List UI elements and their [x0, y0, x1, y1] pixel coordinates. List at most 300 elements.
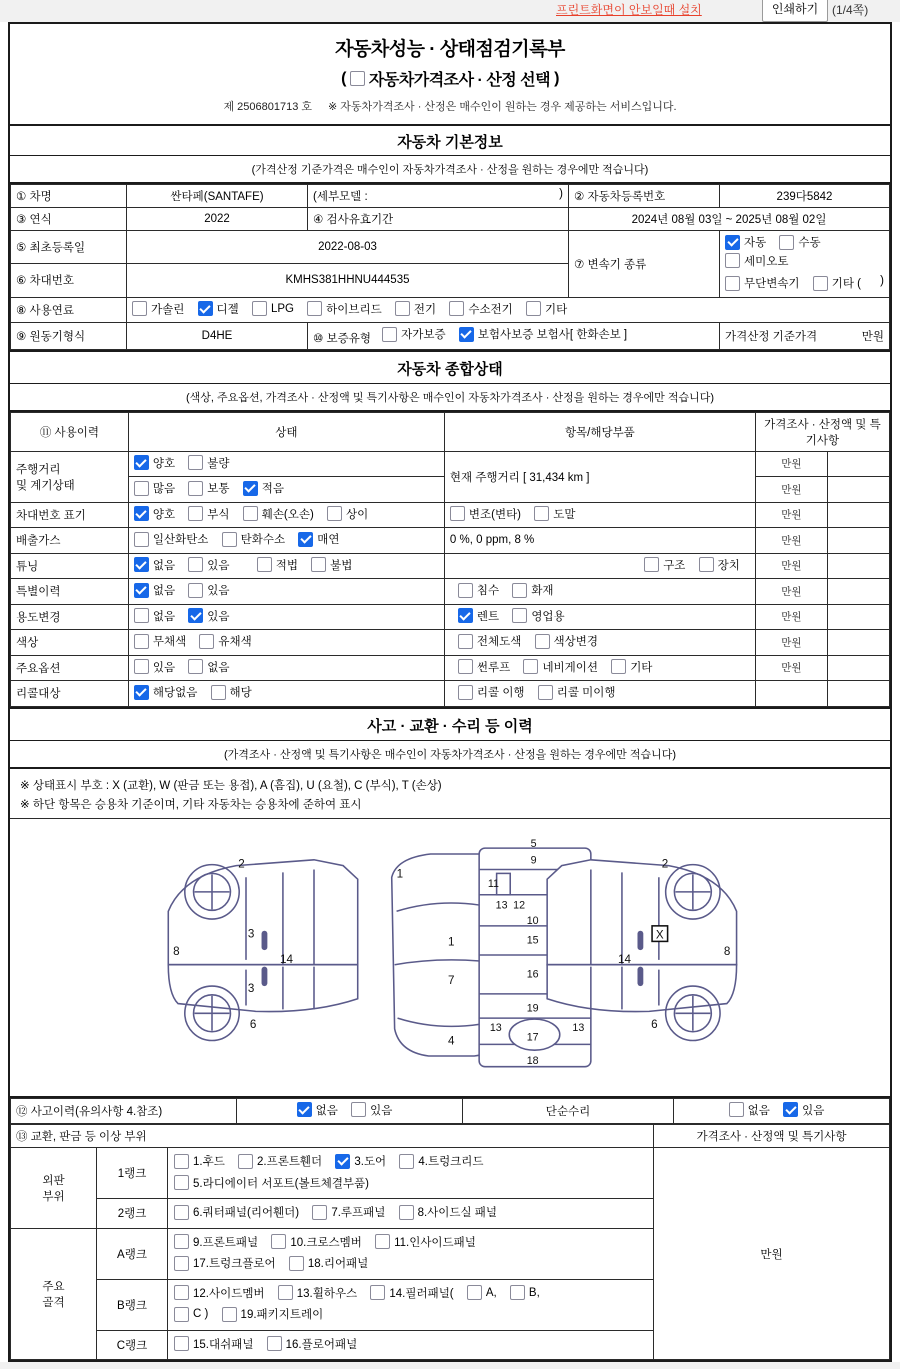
checkbox[interactable] — [174, 1205, 189, 1220]
tuning-illegal[interactable] — [311, 557, 352, 573]
checkbox[interactable] — [271, 1234, 286, 1249]
price-input[interactable] — [827, 553, 889, 579]
checkbox[interactable] — [512, 583, 527, 598]
rank-label-a: A랭크 — [97, 1228, 168, 1279]
part-side-sill-panel[interactable] — [399, 1204, 497, 1220]
simple-repair-label: 단순수리 — [463, 1098, 674, 1124]
table-row — [11, 604, 890, 630]
checkbox[interactable] — [297, 1102, 312, 1117]
vin-damaged[interactable] — [243, 506, 314, 522]
car-name-value: 싼타페(SANTAFE) — [127, 185, 308, 208]
checkbox[interactable] — [174, 1175, 189, 1190]
color-full-repaint[interactable] — [458, 633, 521, 649]
part-pillar-b[interactable] — [510, 1285, 540, 1300]
label: 네비게이션 — [542, 661, 598, 674]
svg-text:15: 15 — [526, 933, 539, 946]
price-input[interactable] — [827, 528, 889, 554]
part-dash-panel[interactable] — [174, 1336, 253, 1352]
checkbox[interactable] — [311, 557, 326, 572]
warranty-cell — [308, 323, 720, 350]
label: 보통 — [207, 483, 230, 495]
price-survey-checkbox[interactable] — [350, 71, 365, 86]
label: 렌트 — [476, 610, 500, 623]
svg-text:3: 3 — [247, 927, 255, 941]
trans-option-other[interactable] — [813, 275, 861, 291]
checkbox[interactable] — [134, 455, 149, 470]
option-other[interactable] — [611, 659, 652, 675]
checkbox[interactable] — [467, 1285, 482, 1300]
label: 9.프론트패널 — [193, 1236, 259, 1249]
label: 17.트렁크플로어 — [193, 1258, 276, 1271]
accident-yes[interactable] — [351, 1102, 392, 1118]
checkbox[interactable] — [813, 276, 828, 291]
row-label-emission: 배출가스 — [11, 528, 129, 554]
recall-applicable[interactable] — [211, 684, 252, 700]
table-row — [11, 1148, 890, 1199]
label: 양호 — [152, 508, 176, 521]
rank-label-c: C랭크 — [97, 1330, 168, 1360]
legend-line-1: ※ 상태표시 부호 : X (교환), W (판금 또는 용접), A (흠집), U (요철), C (부식), T (손상) — [20, 779, 442, 792]
inspection-label: ④ 검사유효기간 — [308, 208, 569, 231]
checkbox[interactable] — [134, 634, 149, 649]
label: 2.프론트휀더 — [257, 1156, 323, 1169]
page-title: 자동차성능 · 상태점검기록부 — [335, 39, 565, 60]
checkbox[interactable] — [198, 301, 213, 316]
trans-option-manual[interactable] — [779, 234, 820, 250]
usage-yes[interactable] — [188, 608, 229, 624]
price-input[interactable] — [827, 477, 889, 503]
diagram-mark-x — [652, 925, 668, 941]
part-pillar-a[interactable] — [467, 1285, 497, 1300]
price-input[interactable] — [827, 604, 889, 630]
simple-repair-none[interactable] — [729, 1102, 770, 1118]
label: 11.인사이드패널 — [394, 1236, 476, 1249]
label: 상이 — [346, 508, 369, 521]
checkbox[interactable] — [395, 301, 410, 316]
label: 전체도색 — [476, 636, 522, 648]
checkbox[interactable] — [278, 1285, 293, 1300]
checkbox[interactable] — [188, 608, 203, 623]
engine-label: ⑨ 원동기형식 — [11, 323, 127, 350]
checkbox[interactable] — [134, 685, 149, 700]
trans-option-auto[interactable] — [725, 234, 766, 250]
usage-state — [128, 604, 444, 630]
part-rear-panel[interactable] — [289, 1255, 368, 1271]
svg-text:19: 19 — [526, 1001, 539, 1014]
label: 없음 — [207, 661, 230, 674]
row-label-recall: 리콜대상 — [11, 681, 129, 707]
checkbox[interactable] — [174, 1256, 189, 1271]
label: 도말 — [553, 508, 576, 521]
svg-text:1: 1 — [448, 934, 455, 948]
label: 세미오토 — [744, 255, 789, 268]
checkbox[interactable] — [222, 532, 237, 547]
part-cross-member[interactable] — [271, 1234, 362, 1250]
checkbox[interactable] — [399, 1154, 414, 1169]
checkbox[interactable] — [399, 1205, 414, 1220]
svg-text:8: 8 — [723, 944, 731, 958]
checkbox[interactable] — [375, 1234, 390, 1249]
tuning-yes[interactable] — [188, 557, 229, 573]
price-input[interactable] — [827, 502, 889, 528]
exchange-label: ⑬ 교환, 판금 등 이상 부위 — [11, 1125, 654, 1148]
color-changed[interactable] — [535, 633, 598, 649]
label: 10.크로스멤버 — [290, 1236, 362, 1249]
svg-text:12: 12 — [513, 898, 526, 911]
checkbox[interactable] — [699, 557, 714, 572]
tuning-none[interactable] — [134, 557, 175, 573]
checkbox[interactable] — [307, 301, 322, 316]
label: 하이브리드 — [326, 303, 382, 316]
print-button[interactable]: 인쇄하기 — [762, 0, 828, 22]
price-input[interactable] — [827, 630, 889, 656]
checkbox[interactable] — [779, 235, 794, 250]
label: 불량 — [207, 457, 230, 470]
options-yes[interactable] — [134, 659, 175, 675]
checkbox[interactable] — [188, 481, 203, 496]
part-trunk-lid[interactable] — [399, 1153, 483, 1169]
checkbox[interactable] — [729, 1102, 744, 1117]
svg-text:9: 9 — [530, 854, 537, 867]
checkbox[interactable] — [188, 506, 203, 521]
row-label-special: 특별이력 — [11, 579, 129, 605]
label: 있음 — [207, 559, 230, 572]
warranty-option-insurer[interactable] — [459, 326, 627, 342]
label: 전기 — [413, 303, 437, 316]
checkbox[interactable] — [458, 634, 473, 649]
checkbox[interactable] — [534, 506, 549, 521]
table-row — [11, 528, 890, 554]
warranty-option-self[interactable] — [382, 326, 445, 342]
checkbox[interactable] — [510, 1285, 525, 1300]
part-quarter-panel[interactable] — [174, 1204, 299, 1220]
emission-co[interactable] — [134, 531, 209, 547]
svg-text:11: 11 — [487, 877, 499, 890]
unit-label: 만원 — [755, 604, 827, 630]
checkbox[interactable] — [134, 583, 149, 598]
checkbox[interactable] — [211, 685, 226, 700]
checkbox[interactable] — [725, 276, 740, 291]
checkbox[interactable] — [132, 301, 147, 316]
mileage-normal[interactable] — [188, 480, 229, 496]
checkbox[interactable] — [450, 506, 465, 521]
label: A, — [485, 1286, 497, 1299]
row-label-usage: 용도변경 — [11, 604, 129, 630]
fuel-option-lpg[interactable] — [252, 301, 294, 316]
checkbox[interactable] — [298, 532, 313, 547]
label: 수소전기 — [468, 303, 513, 316]
rank-c-items — [168, 1330, 654, 1360]
checkbox[interactable] — [335, 1154, 350, 1169]
checkbox[interactable] — [134, 608, 149, 623]
checkbox[interactable] — [458, 685, 473, 700]
checkbox[interactable] — [188, 455, 203, 470]
special-fire[interactable] — [512, 582, 553, 598]
simple-repair-options — [674, 1098, 890, 1124]
fuel-option-hydrogen[interactable] — [449, 301, 512, 317]
svg-text:13: 13 — [495, 898, 508, 911]
checkbox[interactable] — [458, 608, 473, 623]
svg-text:2: 2 — [238, 857, 245, 871]
mileage-bad[interactable] — [188, 455, 229, 471]
checkbox[interactable] — [512, 608, 527, 623]
label: 탄화수소 — [240, 534, 286, 546]
label: 침수 — [476, 585, 500, 597]
table-row — [11, 553, 890, 579]
checkbox[interactable] — [174, 1336, 189, 1351]
special-none[interactable] — [134, 582, 175, 598]
reg-no-value: 239다5842 — [720, 185, 890, 208]
checkbox[interactable] — [370, 1285, 385, 1300]
vin-value: KMHS381HHNU444535 — [127, 264, 569, 297]
checkbox[interactable] — [174, 1285, 189, 1300]
legend-block — [10, 769, 890, 818]
col-item: 항목/해당부품 — [444, 412, 755, 451]
svg-text:X: X — [655, 928, 664, 942]
label: 가솔린 — [151, 303, 185, 316]
row-label-mileage: 주행거리 및 계기상태 — [11, 451, 129, 502]
print-driver-install-link[interactable]: 프린트화면이 안보일때 설치 — [556, 3, 702, 17]
exchange-price-cell[interactable] — [654, 1148, 890, 1360]
checkbox[interactable] — [238, 1154, 253, 1169]
label: 해당없음 — [152, 687, 198, 699]
part-floor-panel[interactable] — [267, 1336, 358, 1352]
reg-no-label: ② 자동차등록번호 — [569, 185, 720, 208]
checkbox[interactable] — [644, 557, 659, 572]
svg-text:4: 4 — [448, 1033, 455, 1047]
checkbox[interactable] — [199, 634, 214, 649]
part-hood[interactable] — [174, 1153, 225, 1169]
color-item — [444, 630, 755, 656]
vin-erased[interactable] — [534, 506, 575, 522]
part-door[interactable] — [335, 1153, 386, 1169]
color-chromatic[interactable] — [199, 633, 251, 649]
mileage-value-cell: 현재 주행거리 [ 31,434 km ] — [444, 451, 755, 502]
part-pillar-c[interactable] — [174, 1307, 208, 1322]
label: 18.리어패널 — [307, 1258, 369, 1271]
tuning-structure[interactable] — [644, 557, 685, 573]
checkbox[interactable] — [134, 659, 149, 674]
price-input[interactable] — [827, 451, 889, 477]
checkbox[interactable] — [538, 685, 553, 700]
part-trunk-floor[interactable] — [174, 1255, 276, 1271]
part-radiator-support[interactable] — [174, 1175, 369, 1191]
color-achromatic[interactable] — [134, 633, 186, 649]
table-row — [11, 1098, 890, 1124]
fuel-option-gasoline[interactable] — [132, 301, 184, 317]
part-package-tray[interactable] — [222, 1306, 324, 1322]
checkbox[interactable] — [243, 506, 258, 521]
basic-info-note: (가격산정 기준가격은 매수인이 자동차가격조사 · 산정을 원하는 경우에만 적습니다) — [10, 156, 890, 184]
checkbox[interactable] — [174, 1234, 189, 1249]
year-label: ③ 연식 — [11, 208, 127, 231]
col-state: 상태 — [128, 412, 444, 451]
checkbox[interactable] — [188, 557, 203, 572]
inspection-value: 2024년 08월 03일 ~ 2025년 08월 02일 — [569, 208, 890, 231]
part-front-fender[interactable] — [238, 1153, 322, 1169]
checkbox[interactable] — [526, 301, 541, 316]
svg-text:10: 10 — [526, 914, 539, 927]
document-body — [8, 22, 892, 1362]
checkbox[interactable] — [267, 1336, 282, 1351]
svg-text:14: 14 — [618, 952, 632, 966]
checkbox[interactable] — [351, 1102, 366, 1117]
checkbox[interactable] — [382, 327, 397, 342]
part-wheel-house[interactable] — [278, 1285, 357, 1301]
recall-not-done[interactable] — [538, 684, 616, 700]
label: 없음 — [747, 1104, 770, 1117]
svg-text:16: 16 — [526, 967, 539, 980]
vin-corrosion[interactable] — [188, 506, 229, 522]
fuel-options — [127, 297, 890, 323]
rank-1-items — [168, 1148, 654, 1199]
option-navigation[interactable] — [523, 659, 598, 675]
checkbox[interactable] — [459, 327, 474, 342]
fuel-option-hybrid[interactable] — [307, 301, 382, 317]
trans-option-semiauto[interactable] — [725, 253, 788, 269]
checkbox[interactable] — [783, 1102, 798, 1117]
trans-option-cvt[interactable] — [725, 275, 800, 291]
label: B, — [528, 1286, 540, 1299]
diagram-left-side — [168, 859, 357, 1040]
options-none[interactable] — [188, 659, 229, 675]
usage-rental[interactable] — [458, 608, 499, 624]
part-pillar-panel[interactable] — [370, 1285, 453, 1301]
label: 수동 — [798, 237, 821, 249]
checkbox[interactable] — [188, 659, 203, 674]
emission-smoke[interactable] — [298, 531, 339, 547]
col-history: ⑪ 사용이력 — [11, 412, 129, 451]
price-input[interactable] — [827, 655, 889, 681]
recall-not-applicable[interactable] — [134, 684, 197, 700]
doc-note: ※ 자동차가격조사 · 산정은 매수인이 원하는 경우 제공하는 서비스입니다. — [328, 101, 677, 113]
recall-state — [128, 681, 444, 707]
svg-text:8: 8 — [173, 944, 180, 958]
fuel-option-diesel[interactable] — [198, 301, 239, 317]
tuning-legal[interactable] — [257, 557, 298, 573]
mileage-few[interactable] — [243, 480, 284, 496]
label: 1.후드 — [193, 1156, 225, 1169]
usage-none[interactable] — [134, 608, 175, 624]
special-state — [128, 579, 444, 605]
checkbox[interactable] — [134, 532, 149, 547]
unit-label: 만원 — [755, 477, 827, 503]
checkbox[interactable] — [458, 659, 473, 674]
col-price: 가격조사 · 산정액 및 특기사항 — [755, 412, 889, 451]
accident-note: (가격조사 · 산정액 및 특기사항은 매수인이 자동차가격조사 · 산정을 원하는 경우에만 적습니다) — [10, 741, 890, 769]
label: 4.트렁크리드 — [418, 1156, 484, 1169]
checkbox[interactable] — [134, 506, 149, 521]
first-reg-label: ⑤ 최초등록일 — [11, 231, 127, 264]
price-input[interactable] — [827, 579, 889, 605]
emission-hc[interactable] — [222, 531, 285, 547]
vin-good[interactable] — [134, 506, 175, 522]
color-state — [128, 630, 444, 656]
base-price-unit: 만원 — [861, 330, 884, 343]
checkbox[interactable] — [327, 506, 342, 521]
price-input[interactable] — [827, 681, 889, 707]
checkbox[interactable] — [611, 659, 626, 674]
vin-different[interactable] — [327, 506, 368, 522]
group-outer-panel: 외판 부위 — [11, 1148, 97, 1229]
mileage-good[interactable] — [134, 455, 175, 471]
label: 12.사이드멤버 — [193, 1287, 265, 1300]
table-row — [11, 655, 890, 681]
label: 7.루프패널 — [331, 1207, 386, 1220]
label: 영업용 — [531, 610, 565, 623]
vin-item — [444, 502, 755, 528]
transmission-label: ⑦ 변속기 종류 — [569, 231, 720, 298]
document-header — [10, 24, 890, 124]
label: 3.도어 — [354, 1156, 387, 1169]
checkbox[interactable] — [134, 557, 149, 572]
part-inside-panel[interactable] — [375, 1234, 476, 1250]
overall-band: 자동차 종합상태 — [10, 350, 890, 384]
checkbox[interactable] — [725, 253, 740, 268]
warranty-label: ⑩ 보증유형 — [313, 332, 371, 345]
svg-text:18: 18 — [526, 1054, 539, 1067]
vin-altered[interactable] — [450, 506, 521, 522]
checkbox[interactable] — [243, 481, 258, 496]
simple-repair-yes[interactable] — [783, 1102, 824, 1118]
vin-label: ⑥ 차대번호 — [11, 264, 127, 297]
label: 기타 — [544, 303, 568, 316]
label: 불법 — [330, 559, 353, 572]
label: 적음 — [261, 483, 284, 495]
svg-text:5: 5 — [530, 837, 537, 850]
recall-done[interactable] — [458, 684, 525, 700]
rank-a-items — [168, 1228, 654, 1279]
checkbox[interactable] — [188, 583, 203, 598]
doc-number-row — [10, 98, 890, 118]
tuning-device[interactable] — [699, 557, 740, 573]
label: 있음 — [207, 610, 230, 623]
fuel-option-other[interactable] — [526, 301, 567, 317]
checkbox[interactable] — [174, 1154, 189, 1169]
subtitle-row — [10, 67, 890, 90]
fuel-option-ev[interactable] — [395, 301, 436, 317]
vehicle-diagram-svg — [10, 819, 890, 1091]
checkbox[interactable] — [312, 1205, 327, 1220]
part-front-panel[interactable] — [174, 1234, 258, 1250]
unit-label: 만원 — [755, 655, 827, 681]
checkbox[interactable] — [257, 557, 272, 572]
checkbox[interactable] — [535, 634, 550, 649]
mileage-many[interactable] — [134, 480, 175, 496]
fuel-label: ⑧ 사용연료 — [11, 297, 127, 323]
usage-business[interactable] — [512, 608, 564, 624]
label: 리콜 미이행 — [556, 687, 616, 699]
doc-number: 제 2506801713 호 — [223, 101, 312, 113]
checkbox[interactable] — [252, 301, 267, 316]
special-yes[interactable] — [188, 582, 229, 598]
checkbox[interactable] — [458, 583, 473, 598]
checkbox[interactable] — [449, 301, 464, 316]
special-flood[interactable] — [458, 582, 499, 598]
checkbox[interactable] — [134, 481, 149, 496]
unit-label: 만원 — [755, 528, 827, 554]
option-sunroof[interactable] — [458, 659, 510, 675]
accident-none[interactable] — [297, 1102, 338, 1118]
part-side-member[interactable] — [174, 1285, 265, 1301]
checkbox[interactable] — [289, 1256, 304, 1271]
transmission-options — [720, 231, 890, 298]
part-roof-panel[interactable] — [312, 1204, 385, 1220]
checkbox[interactable] — [523, 659, 538, 674]
checkbox[interactable] — [222, 1307, 237, 1322]
checkbox[interactable] — [174, 1307, 189, 1322]
checkbox[interactable] — [725, 235, 740, 250]
